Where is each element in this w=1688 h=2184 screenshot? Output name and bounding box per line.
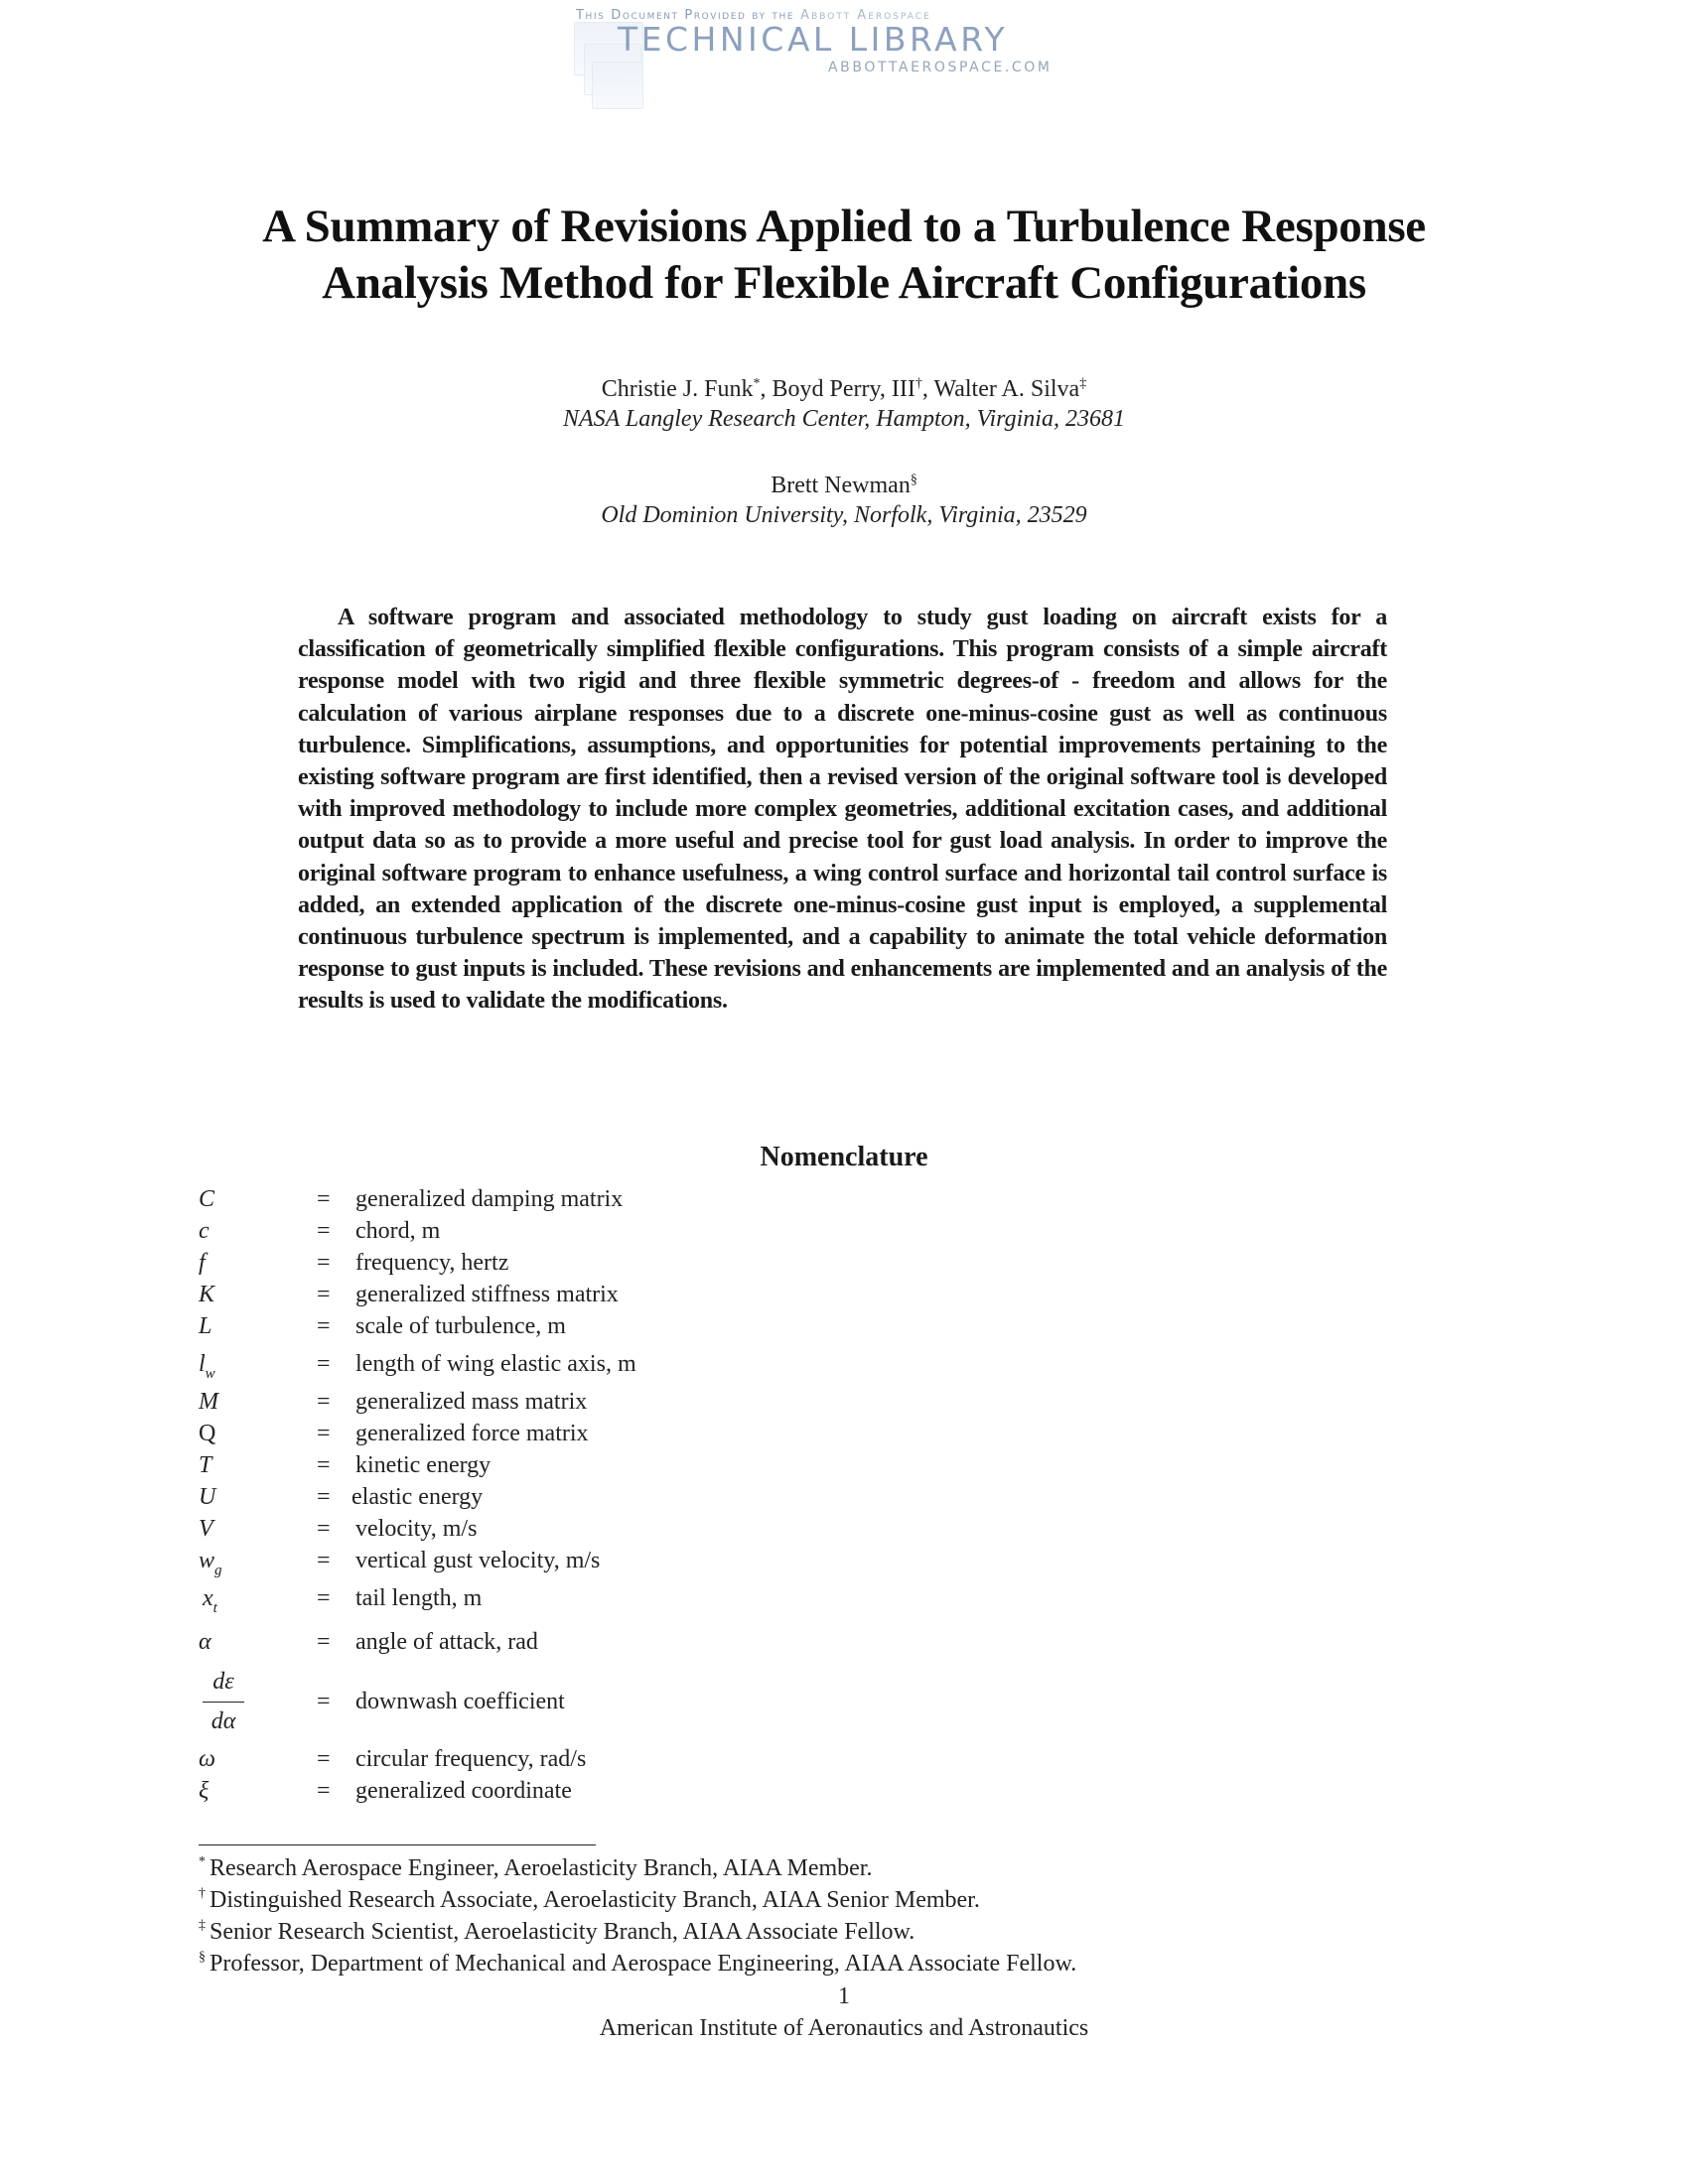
nomenclature-symbol: f bbox=[199, 1250, 206, 1276]
nomenclature-symbol: α bbox=[199, 1629, 211, 1655]
paper-title-line-1: A Summary of Revisions Applied to a Turbulence Response bbox=[262, 201, 1426, 252]
nomenclature-row: V = velocity, m/s bbox=[199, 1513, 894, 1545]
watermark-url: ABBOTTAEROSPACE.COM bbox=[828, 60, 1053, 75]
nomenclature-description: circular frequency, rad/s bbox=[355, 1746, 587, 1772]
nomenclature-row: c = chord, m bbox=[199, 1215, 894, 1247]
nomenclature-symbol: ω bbox=[199, 1746, 215, 1772]
nomenclature-symbol: C bbox=[199, 1186, 215, 1212]
nomenclature-symbol: $w_g$ bbox=[199, 1548, 222, 1578]
nomenclature-description: generalized force matrix bbox=[355, 1421, 589, 1446]
author-names: Christie J. Funk*, Boyd Perry, III†, Walter A. Silva‡ bbox=[601, 376, 1087, 402]
nomenclature-row: Q = generalized force matrix bbox=[199, 1418, 894, 1449]
nomenclature-symbol: M bbox=[199, 1389, 218, 1415]
author-footnote-mark: ‡ bbox=[1079, 376, 1087, 391]
nomenclature-row: T = kinetic energy bbox=[199, 1449, 894, 1481]
paper-title bbox=[0, 199, 1688, 312]
nomenclature-row: $\frac{d\varepsilon}{d\alpha}$ = downwash coefficient bbox=[199, 1664, 894, 1743]
nomenclature-symbol: L bbox=[199, 1313, 212, 1339]
nomenclature-description: frequency, hertz bbox=[355, 1250, 509, 1276]
nomenclature-description: tail length, m bbox=[355, 1585, 483, 1611]
nomenclature-row: C = generalized damping matrix bbox=[199, 1183, 894, 1215]
nomenclature-list bbox=[199, 1183, 894, 1807]
nomenclature-symbol-fraction: $\frac{d\varepsilon}{d\alpha}$ bbox=[203, 1664, 244, 1740]
nomenclature-description: generalized stiffness matrix bbox=[355, 1282, 619, 1307]
footnote: § Professor, Department of Mechanical and Aerospace Engineering, AIAA Associate Fellow. bbox=[199, 1950, 1077, 1977]
author-affiliation: NASA Langley Research Center, Hampton, Virginia, 23681 bbox=[563, 406, 1125, 432]
nomenclature-description: downwash coefficient bbox=[355, 1689, 565, 1714]
nomenclature-symbol: Q bbox=[199, 1421, 216, 1446]
nomenclature-symbol: $l_w$ bbox=[199, 1351, 215, 1382]
section-heading-nomenclature: Nomenclature bbox=[760, 1142, 928, 1172]
nomenclature-row: M = generalized mass matrix bbox=[199, 1386, 894, 1418]
nomenclature-row: K = generalized stiffness matrix bbox=[199, 1279, 894, 1310]
nomenclature-symbol: ξ bbox=[199, 1778, 210, 1804]
author-block-2 bbox=[0, 471, 1688, 530]
nomenclature-row: f = frequency, hertz bbox=[199, 1247, 894, 1279]
nomenclature-symbol: K bbox=[199, 1282, 215, 1307]
nomenclature-description: generalized coordinate bbox=[355, 1778, 572, 1804]
nomenclature-description: angle of attack, rad bbox=[355, 1629, 538, 1655]
nomenclature-row: ξ = generalized coordinate bbox=[199, 1775, 894, 1807]
author-footnote-mark: † bbox=[914, 376, 922, 391]
footnote: ‡ Senior Research Scientist, Aeroelasticity Branch, AIAA Associate Fellow. bbox=[199, 1918, 915, 1945]
footnotes bbox=[199, 1852, 1489, 1979]
watermark-logo bbox=[574, 4, 1090, 111]
nomenclature-description: vertical gust velocity, m/s bbox=[355, 1548, 601, 1573]
nomenclature-description: generalized damping matrix bbox=[355, 1186, 624, 1212]
abstract: A software program and associated methodology to study gust loading on aircraft exists for a classification of geometrically simplified flexible configurations. This program consists of a simple aircraft response model with two rigid and three flexible symmetric degrees-of - freedom and allows for the calculation of various airplane responses due to a discrete one-minus-cosine gust as well as continuous turbulence. Simplifications, assumptions, and opportunities for potential improvements pertaining to the existing software program are first identified, then a revised version of the original software tool is developed with improved methodology to include more complex geometries, additional excitation cases, and additional output data so as to provide a more useful and precise tool for gust load analysis. In order to improve the original software program to enhance usefulness, a wing control surface and horizontal tail control surface is added, an extended application of the discrete one-minus-cosine gust input is employed, a supplemental continuous turbulence spectrum is implemented, and a capability to animate the total vehicle deformation response to gust inputs is included. These revisions and enhancements are implemented and an analysis of the results is used to validate the modifications. bbox=[298, 605, 1387, 1015]
footnote-divider bbox=[199, 1844, 596, 1845]
watermark-library-name: TECHNICAL LIBRARY bbox=[618, 20, 1009, 59]
nomenclature-description: chord, m bbox=[355, 1218, 441, 1244]
author-name: Christie J. Funk bbox=[601, 376, 754, 402]
footnote: * Research Aerospace Engineer, Aeroelasticity Branch, AIAA Member. bbox=[199, 1854, 873, 1881]
nomenclature-description: generalized mass matrix bbox=[355, 1389, 588, 1415]
footnote: † Distinguished Research Associate, Aeroelasticity Branch, AIAA Senior Member. bbox=[199, 1886, 980, 1913]
author-block-1 bbox=[0, 374, 1688, 434]
nomenclature-description: kinetic energy bbox=[355, 1452, 492, 1478]
nomenclature-row: α = angle of attack, rad bbox=[199, 1620, 894, 1664]
nomenclature-symbol: T bbox=[199, 1452, 212, 1478]
author-name: Boyd Perry, III bbox=[772, 376, 915, 402]
nomenclature-description: elastic energy bbox=[352, 1484, 484, 1510]
document-stack-icon bbox=[592, 62, 643, 109]
author-names bbox=[0, 471, 1688, 500]
nomenclature-row: ω = circular frequency, rad/s bbox=[199, 1743, 894, 1775]
paper-title-line-2: Analysis Method for Flexible Aircraft Configurations bbox=[322, 257, 1366, 309]
author-footnote-mark: * bbox=[753, 376, 761, 391]
author-name: Brett Newman bbox=[771, 473, 911, 498]
nomenclature-symbol: $x_t$ bbox=[203, 1585, 217, 1616]
nomenclature-row: U = elastic energy bbox=[199, 1481, 894, 1513]
author-footnote-mark: § bbox=[910, 473, 917, 487]
nomenclature-row: $l_w$ = length of wing elastic axis, m bbox=[199, 1342, 894, 1386]
nomenclature-description: scale of turbulence, m bbox=[355, 1313, 566, 1339]
page-number: 1 bbox=[838, 1983, 850, 2009]
nomenclature-symbol: c bbox=[199, 1218, 210, 1244]
nomenclature-row: L = scale of turbulence, m bbox=[199, 1310, 894, 1342]
nomenclature-symbol: U bbox=[199, 1484, 216, 1510]
page-footer: American Institute of Aeronautics and Astronautics bbox=[599, 2015, 1089, 2041]
nomenclature-description: length of wing elastic axis, m bbox=[355, 1351, 636, 1377]
author-affiliation: Old Dominion University, Norfolk, Virginia, 23529 bbox=[601, 502, 1087, 528]
nomenclature-row: $x_t$ = tail length, m bbox=[199, 1576, 894, 1620]
author-name: Walter A. Silva bbox=[933, 376, 1080, 402]
nomenclature-description: velocity, m/s bbox=[355, 1516, 478, 1542]
nomenclature-symbol: V bbox=[199, 1516, 213, 1542]
nomenclature-row: $w_g$ = vertical gust velocity, m/s bbox=[199, 1545, 894, 1576]
watermark-provided-by: This Document Provided by the Abbott Aerospace bbox=[576, 8, 931, 23]
